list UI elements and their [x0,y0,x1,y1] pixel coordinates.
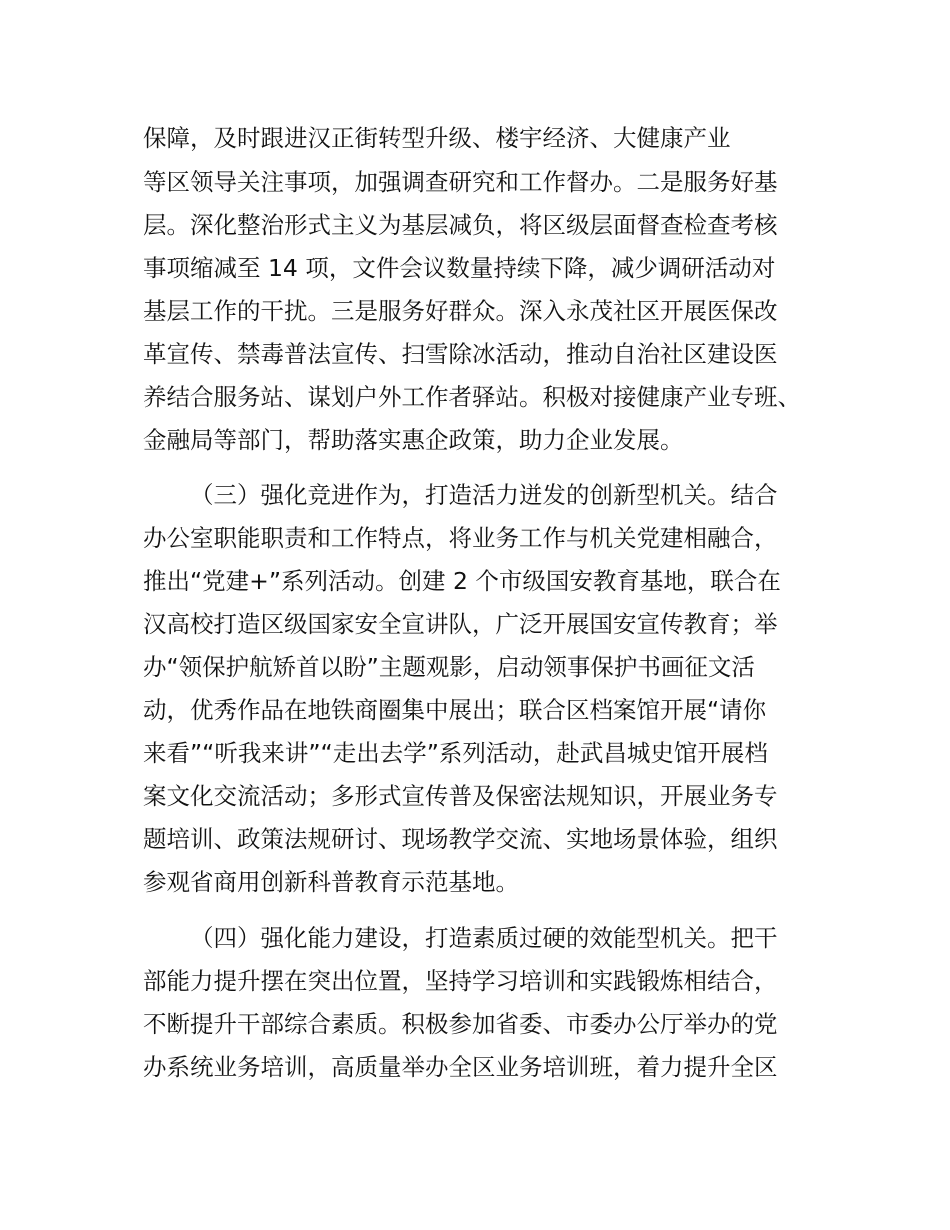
text-line: 题培训、政策法规研讨、现场教学交流、实地场景体验，组织 [143,825,778,853]
text-line: 参观省商用创新科普教育示范基地。 [143,868,519,896]
text-line: 推出“党建+”系列活动。创建 2 个市级国安教育基地，联合在 [143,567,781,595]
text-line: 不断提升干部综合素质。积极参加省委、市委办公厅举办的党 [143,1010,778,1038]
text-line: 事项缩减至 14 项，文件会议数量持续下降，减少调研活动对 [143,254,776,282]
text-line: 层。深化整治形式主义为基层减负，将区级层面督查检查考核 [143,211,778,239]
text-line: 来看”“听我来讲”“走出去学”系列活动，赴武昌城史馆开展档 [143,739,768,767]
text-line: 革宣传、禁毒普法宣传、扫雪除冰活动，推动自治社区建设医 [143,340,778,368]
text-line: 案文化交流活动；多形式宣传普及保密法规知识，开展业务专 [143,782,778,810]
text-line: 办公室职能职责和工作特点，将业务工作与机关党建相融合， [143,524,778,552]
paragraph-heading-line: （三）强化竞进作为，打造活力迸发的创新型机关。结合 [190,481,778,509]
text-line: 动，优秀作品在地铁商圈集中展出；联合区档案馆开展“请你 [143,696,767,724]
text-line: 基层工作的干扰。三是服务好群众。深入永茂社区开展医保改 [143,297,778,325]
paragraph-heading-line: （四）强化能力建设，打造素质过硬的效能型机关。把干 [190,924,778,952]
text-line: 办系统业务培训，高质量举办全区业务培训班，着力提升全区 [143,1053,778,1081]
text-line: 办“领保护航矫首以盼”主题观影，启动领事保护书画征文活 [143,653,755,681]
text-line: 汉高校打造区级国家安全宣讲队，广泛开展国安宣传教育；举 [143,610,778,638]
text-line: 养结合服务站、谋划户外工作者驿站。积极对接健康产业专班、 [143,383,801,411]
text-line: 保障，及时跟进汉正街转型升级、楼宇经济、大健康产业 [143,124,731,152]
text-line: 金融局等部门，帮助落实惠企政策，助力企业发展。 [143,426,684,454]
text-line: 等区领导关注事项，加强调查研究和工作督办。二是服务好基 [143,168,778,196]
text-line: 部能力提升摆在突出位置，坚持学习培训和实践锻炼相结合， [143,967,778,995]
